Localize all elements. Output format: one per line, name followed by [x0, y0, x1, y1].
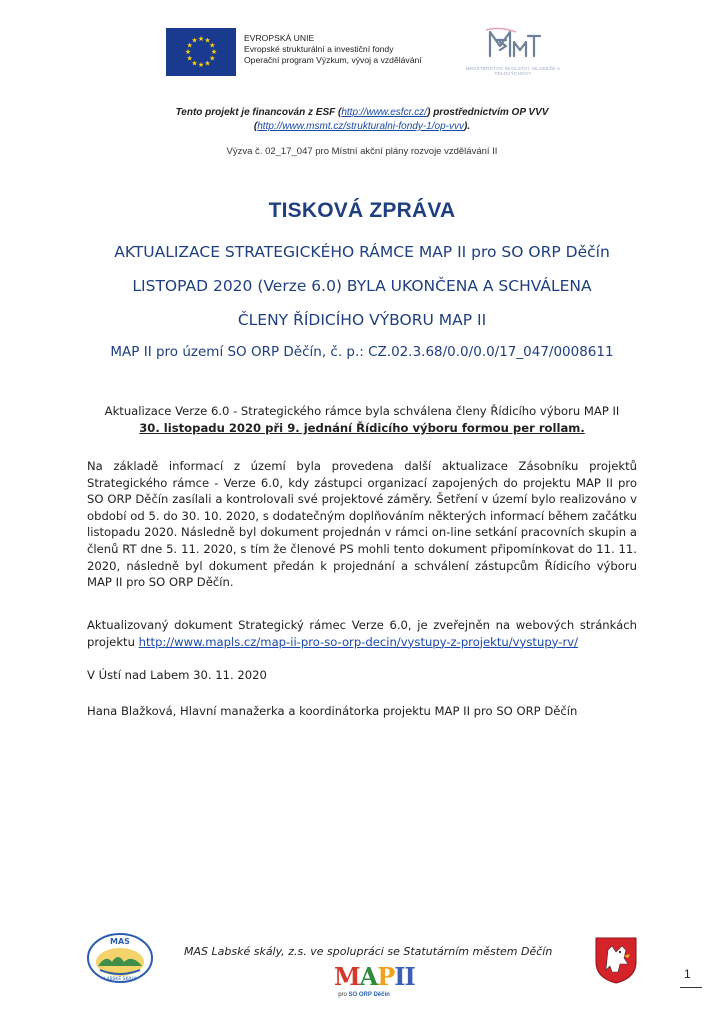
esf-link[interactable]: http://www.esfcr.cz/: [341, 107, 428, 118]
map-logo-small-bold: SO ORP Děčín: [348, 992, 390, 998]
svg-text:★: ★: [191, 36, 198, 45]
map-logo-p: P: [377, 962, 395, 991]
eu-line-3: Operační program Výzkum, vývoj a vzdělávání: [244, 55, 422, 65]
page-title: TISKOVÁ ZPRÁVA: [268, 199, 456, 222]
svg-text:★: ★: [197, 35, 205, 43]
financing-text-2a: (: [253, 121, 258, 132]
eu-line-2: Evropské strukturální a investiční fondy: [244, 44, 394, 54]
map-logo-ii: II: [394, 962, 415, 991]
signature: Hana Blažková, Hlavní manažerka a koordinátorka projektu MAP II pro SO ORP Děčín: [87, 704, 578, 718]
publication-text: Aktualizovaný dokument Strategický rámec Verze 6.0, je zveřejněn na webových stránkách projektu: [87, 618, 637, 649]
financing-text-1a: Tento projekt je financován z ESF (: [175, 107, 342, 118]
map-logo-m: M: [334, 962, 360, 991]
approval-date-line: 30. listopadu 2020 při 9. jednání Řídicího výboru formou per rollam.: [139, 420, 585, 435]
eu-line-1: EVROPSKÁ UNIE: [244, 33, 315, 43]
decin-coat-of-arms-icon: [594, 936, 638, 984]
svg-text:★: ★: [197, 61, 205, 69]
financing-text-2b: ).: [463, 121, 471, 132]
project-outputs-link[interactable]: http://www.mapls.cz/map-ii-pro-so-orp-decin/vystupy-z-projektu/vystupy-rv/: [138, 634, 579, 649]
financing-line-2: [0, 121, 724, 132]
svg-text:★: ★: [209, 41, 216, 50]
svg-text:★: ★: [186, 41, 193, 50]
mas-labske-skaly-logo: [86, 932, 154, 984]
mas-logo-text: MAS: [110, 937, 130, 946]
financing-text-1b: ) prostřednictvím OP VVV: [427, 107, 549, 118]
footer-text: MAS Labské skály, z.s. ve spolupráci se Statutárním městem Děčín: [184, 945, 553, 958]
financing-line-1: [0, 107, 724, 118]
msmt-caption: MINISTERSTVO ŠKOLSTVÍ, MLÁDEŽE A TĚLOVÝCHOVY: [465, 66, 561, 76]
publication-paragraph: [87, 617, 637, 650]
eu-flag-icon: [166, 28, 236, 76]
subtitle-line-2: LISTOPAD 2020 (Verze 6.0) BYLA UKONČENA A SCHVÁLENA: [132, 277, 592, 295]
mas-logo-caption: LABSKÉ SKÁLY: [103, 977, 137, 982]
page-number-underline: [680, 987, 702, 988]
map-ii-logo: [334, 962, 415, 1004]
msmt-link[interactable]: http://www.msmt.cz/strukturalni-fondy-1/op-vvv: [257, 121, 464, 132]
map-logo-a: A: [359, 962, 378, 991]
update-paragraph: Na základě informací z území byla provedena další aktualizace Zásobníku projektů Strategického rámce - Verze 6.0, kdy zástupci organizací zapojených do projektu MAP II pro SO ORP Děčín zasílali a kontrolovali své projektové záměry. Šetření v území bylo realizováno v období od 5. do 30. 10. 2020, s dodatečným doplňováním některých informací během začátku listopadu 2020. Následně byl dokument projednán v rámci on-line setkání pracovních skupin a členů RT dne 5. 11. 2020, s tím že členové PS mohli tento dokument připomínkovat do 11. 11. 2020, následně byl dokument předán k projednání a schválení zástupcům Řídicího výboru MAP II pro SO ORP Děčín.: [87, 459, 637, 590]
svg-text:★: ★: [209, 54, 216, 63]
svg-text:★: ★: [210, 48, 218, 56]
svg-text:★: ★: [191, 59, 198, 68]
subtitle-line-3: ČLENY ŘÍDICÍHO VÝBORU MAP II: [237, 311, 487, 329]
call-number: Výzva č. 02_17_047 pro Místní akční plány rozvoje vzdělávání II: [226, 146, 498, 157]
page-number: 1: [684, 967, 691, 981]
svg-text:★: ★: [184, 48, 192, 56]
subtitle-line-1: AKTUALIZACE STRATEGICKÉHO RÁMCE MAP II pro SO ORP Děčín: [114, 243, 610, 261]
eu-program-text: [244, 33, 422, 66]
svg-text:★: ★: [186, 54, 193, 63]
map-logo-small-pre: pro: [338, 992, 349, 998]
svg-text:★: ★: [204, 59, 211, 68]
place-date: V Ústí nad Labem 30. 11. 2020: [87, 668, 267, 682]
svg-text:★: ★: [204, 36, 211, 45]
approval-paragraph: [87, 403, 637, 436]
project-number: MAP II pro území SO ORP Děčín, č. p.: CZ.02.3.68/0.0/0.0/17_047/0008611: [110, 344, 614, 360]
approval-line: Aktualizace Verze 6.0 - Strategického rámce byla schválena členy Řídicího výboru MAP II: [104, 404, 620, 418]
